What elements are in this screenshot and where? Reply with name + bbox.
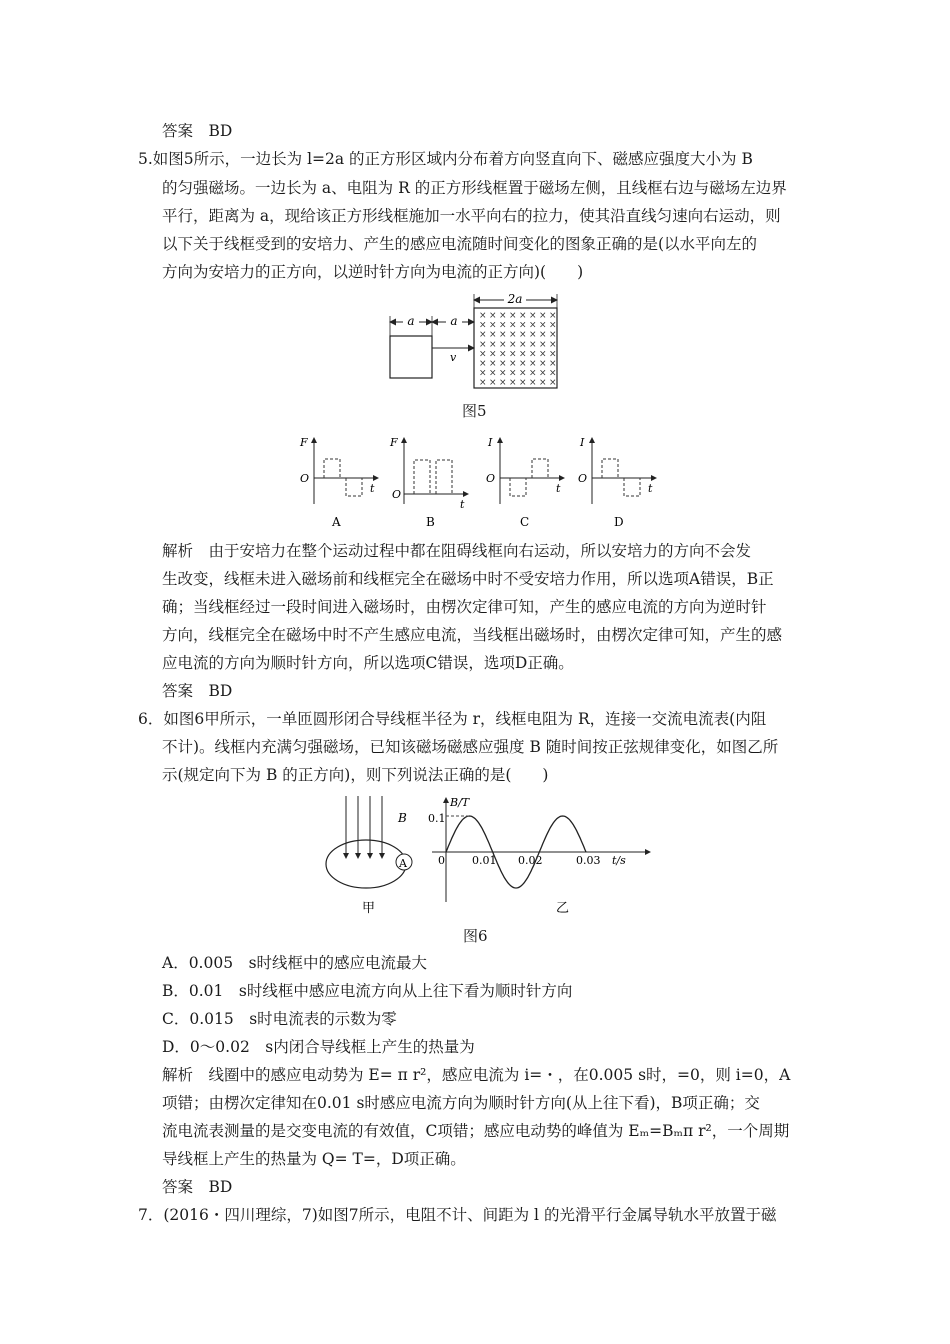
solution-6-line-4: 导线框上产生的热量为 Q= T=，D项正确。	[162, 1150, 466, 1168]
figure-6-sub-jia: 甲	[362, 901, 376, 916]
graph-d-xlabel: t	[648, 482, 653, 495]
solution-6-line-2: 项错；由楞次定律知在0.01 s时感应电流方向为顺时针方向(从上往下看)，B项正确；交	[162, 1094, 760, 1112]
option-a: A．0.005 s时线框中的感应电流最大	[162, 954, 428, 972]
figure-5-diagram	[380, 290, 580, 395]
question-7-line-1: 7．(2016・四川理综，7)如图7所示，电阻不计、间距为 l 的光滑平行金属导轨水平放置于磁	[138, 1206, 777, 1224]
graph-c-origin: O	[486, 472, 496, 485]
field-cross: ×	[539, 359, 547, 369]
field-cross: ×	[529, 311, 537, 321]
graph-b-origin: O	[392, 488, 402, 501]
field-cross: ×	[479, 330, 487, 341]
velocity-label: v	[450, 351, 457, 364]
field-cross: ×	[489, 320, 497, 331]
question-5-line-5: 方向为安培力的正方向，以逆时针方向为电流的正方向)( )	[162, 263, 584, 281]
figure-6-caption: 图6	[463, 927, 488, 945]
question-6-line-2: 不计)。线框内充满匀强磁场，已知该磁场磁感应强度 B 随时间按正弦规律变化，如图乙所	[162, 738, 779, 756]
solution-6-line-3: 流电流表测量的是交变电流的有效值，C项错；感应电动势的峰值为 Eₘ=Bₘπ r²，一个周期	[162, 1122, 790, 1140]
field-cross: ×	[499, 339, 507, 350]
field-cross: ×	[489, 311, 497, 321]
field-cross: ×	[499, 359, 507, 369]
graph-d-ylabel: I	[580, 436, 585, 449]
solution-5-line-1: 解析 由于安培力在整个运动过程中都在阻碍线框向右运动，所以安培力的方向不会发	[162, 542, 752, 560]
field-cross: ×	[489, 330, 497, 341]
field-cross: ×	[499, 368, 507, 379]
x-axis-label: t/s	[612, 854, 626, 867]
solution-5-line-5: 应电流的方向为顺时针方向，所以选项C错误，选项D正确。	[162, 654, 574, 672]
field-cross: ×	[529, 320, 537, 331]
figure-5-options	[290, 432, 670, 532]
field-cross: ×	[519, 359, 527, 369]
field-cross: ×	[489, 349, 497, 360]
field-cross: ×	[549, 368, 557, 379]
y-tick-0-1: 0.1	[428, 812, 446, 825]
field-cross: ×	[539, 311, 547, 321]
graph-b-ylabel: F	[390, 436, 398, 449]
graph-c-ylabel: I	[488, 436, 493, 449]
square-loop	[390, 336, 432, 378]
option-d: D．0～0.02 s内闭合导线框上产生的热量为	[162, 1038, 475, 1056]
dim-a-mid: a	[450, 314, 458, 328]
field-cross: ×	[509, 311, 517, 321]
solution-5-line-2: 生改变，线框未进入磁场前和线框完全在磁场中时不受安培力作用，所以选项A错误，B正	[162, 570, 774, 588]
field-cross: ×	[529, 359, 537, 369]
field-cross: ×	[519, 349, 527, 360]
graph-a	[299, 436, 378, 504]
field-cross: ×	[479, 378, 487, 389]
field-cross: ×	[479, 349, 487, 360]
answer-line-2: 答案 BD	[162, 682, 233, 700]
field-cross: ×	[529, 339, 537, 350]
circular-loop	[326, 840, 406, 888]
graph-a-xlabel: t	[370, 482, 375, 495]
option-c: C．0.015 s时电流表的示数为零	[162, 1010, 397, 1028]
graph-b	[389, 436, 468, 511]
field-cross: ×	[479, 311, 487, 321]
field-cross: ×	[499, 378, 507, 389]
field-cross: ×	[539, 349, 547, 360]
field-cross: ×	[479, 368, 487, 379]
field-cross: ×	[519, 330, 527, 341]
field-cross: ×	[539, 320, 547, 331]
field-cross: ×	[529, 349, 537, 360]
question-6-line-1: 6．如图6甲所示，一单匝圆形闭合导线框半径为 r，线框电阻为 R，连接一交流电流表(内阻	[138, 710, 767, 728]
question-5-line-2: 的匀强磁场。一边长为 a、电阻为 R 的正方形线框置于磁场左侧，且线框右边与磁场左边界	[162, 179, 787, 197]
dim-a-left: a	[407, 314, 415, 328]
field-cross: ×	[479, 320, 487, 331]
x-tick-0-01: 0.01	[472, 854, 497, 867]
field-cross: ×	[519, 378, 527, 389]
field-cross: ×	[549, 311, 557, 321]
field-cross: ×	[549, 339, 557, 350]
field-cross: ×	[519, 339, 527, 350]
option-b: B．0.01 s时线框中感应电流方向从上往下看为顺时针方向	[162, 982, 573, 1000]
dim-2a: 2a	[507, 292, 523, 306]
answer-line-3: 答案 BD	[162, 1178, 233, 1196]
field-cross: ×	[549, 378, 557, 389]
graph-c-xlabel: t	[556, 482, 561, 495]
graph-c-letter: C	[520, 515, 530, 529]
y-axis-label: B/T	[450, 796, 470, 809]
field-cross: ×	[489, 339, 497, 350]
figure-6-loop-diagram	[322, 792, 422, 917]
field-cross: ×	[549, 359, 557, 369]
question-5-line-1: 5.如图5所示，一边长为 l=2a 的正方形区域内分布着方向竖直向下、磁感应强度大小为 B	[138, 150, 753, 168]
field-cross: ×	[509, 320, 517, 331]
field-cross: ×	[509, 359, 517, 369]
field-cross: ×	[509, 339, 517, 350]
field-label-b: B	[398, 811, 407, 825]
field-cross: ×	[479, 339, 487, 350]
field-cross: ×	[539, 368, 547, 379]
solution-6-line-1: 解析 线圈中的感应电动势为 E= π r²，感应电流为 i=・，在0.005 s时，=0，则 i=0，A	[162, 1066, 791, 1084]
figure-6-sub-yi: 乙	[556, 901, 570, 916]
graph-a-ylabel: F	[300, 436, 308, 449]
graph-b-letter: B	[426, 515, 435, 529]
figure-5-caption: 图5	[462, 402, 487, 420]
field-cross: ×	[549, 330, 557, 341]
field-cross: ×	[499, 330, 507, 341]
question-5-line-4: 以下关于线框受到的安培力、产生的感应电流随时间变化的图象正确的是(以水平向左的	[162, 235, 758, 253]
question-5-line-3: 平行，距离为 a，现给该正方形线框施加一水平向右的拉力，使其沿直线匀速向右运动，则	[162, 207, 781, 225]
origin-label: 0	[438, 854, 445, 867]
field-cross: ×	[529, 330, 537, 341]
x-tick-0-02: 0.02	[518, 854, 543, 867]
field-cross: ×	[539, 378, 547, 389]
field-cross: ×	[519, 311, 527, 321]
graph-d-letter: D	[614, 515, 624, 529]
field-cross: ×	[509, 330, 517, 341]
field-cross: ×	[539, 330, 547, 341]
field-cross: ×	[519, 368, 527, 379]
field-cross: ×	[519, 320, 527, 331]
field-cross: ×	[549, 349, 557, 360]
ammeter-label: A	[399, 857, 407, 870]
question-6-line-3: 示(规定向下为 B 的正方向)，则下列说法正确的是( )	[162, 766, 549, 784]
graph-a-letter: A	[332, 515, 341, 529]
field-cross: ×	[479, 359, 487, 369]
answer-line: 答案 BD	[162, 122, 233, 140]
field-cross: ×	[539, 339, 547, 350]
field-cross: ×	[489, 368, 497, 379]
graph-d-origin: O	[578, 472, 588, 485]
field-cross: ×	[489, 378, 497, 389]
graph-a-origin: O	[300, 472, 310, 485]
field-cross: ×	[489, 359, 497, 369]
x-tick-0-03: 0.03	[576, 854, 601, 867]
field-cross: ×	[509, 378, 517, 389]
field-cross: ×	[499, 320, 507, 331]
graph-c	[486, 436, 564, 504]
field-cross: ×	[529, 378, 537, 389]
solution-5-line-3: 确；当线框经过一段时间进入磁场时，由楞次定律可知，产生的感应电流的方向为逆时针	[162, 598, 767, 616]
graph-b-xlabel: t	[460, 498, 465, 511]
field-cross: ×	[499, 349, 507, 360]
field-cross: ×	[509, 349, 517, 360]
field-cross: ×	[499, 311, 507, 321]
graph-d	[578, 436, 656, 504]
solution-5-line-4: 方向，线框完全在磁场中时不产生感应电流，当线框出磁场时，由楞次定律可知，产生的感	[162, 626, 783, 644]
field-cross: ×	[529, 368, 537, 379]
field-cross: ×	[549, 320, 557, 331]
figure-6-chart	[428, 792, 658, 917]
field-cross: ×	[509, 368, 517, 379]
